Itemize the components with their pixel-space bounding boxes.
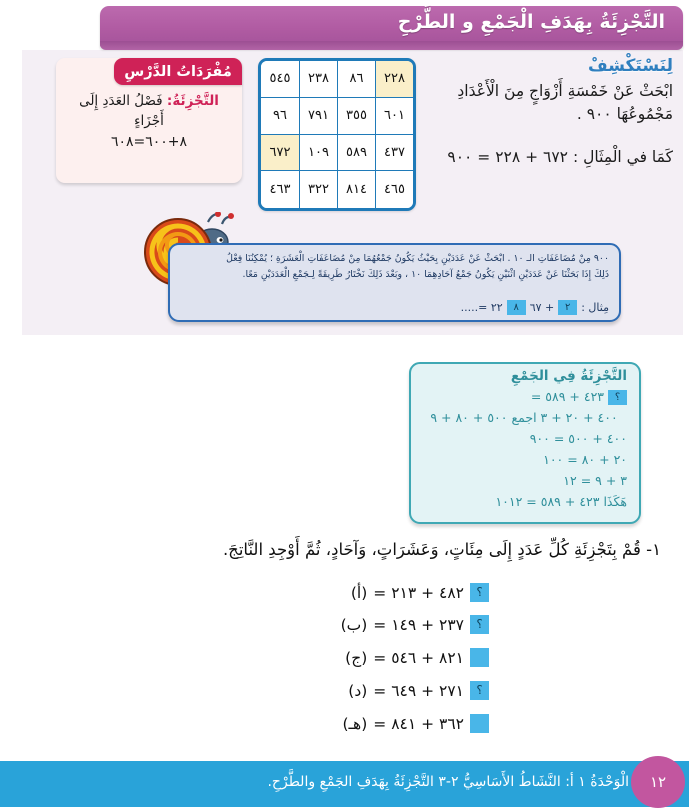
worked-example-line-4: ٢٠ + ٨٠ = ١٠٠ xyxy=(543,452,627,467)
worked-example-line-2: ٤٠٠ + ٢٠ + ٣ اجمع ٥٠٠ + ٨٠ + ٩ xyxy=(430,410,618,425)
grid-cell[interactable]: ١٠٩ xyxy=(299,135,337,172)
explore-example: كَمَا في الْمِثَالِ : ٦٧٢ + ٢٢٨ = ٩٠٠ xyxy=(447,148,673,166)
worked-example-line-3: ٤٠٠ + ٥٠٠ = ٩٠٠ xyxy=(529,431,627,446)
hint-chip-2[interactable]: ٨ xyxy=(507,300,526,315)
grid-cell[interactable]: ٢٣٨ xyxy=(299,61,337,98)
exercise-answer-a[interactable]: ؟ xyxy=(470,583,489,602)
vocabulary-heading: مُفْرَدَاتُ الدَّرْسِ xyxy=(114,58,242,85)
vocabulary-term: التَّجْزِئَةُ: xyxy=(166,93,219,109)
grid-cell[interactable]: ٦٧٢ xyxy=(261,135,299,172)
hint-box xyxy=(168,243,621,322)
grid-cell[interactable]: ٧٩١ xyxy=(299,98,337,135)
hint-line-1: ٩٠٠ مِنْ مُضَاعَفَاتِ الـ ١٠ . ابْحَثْ عَنْ عَدَدَيْنِ بِحَيْثُ يَكُونُ جَمْعُهُمَا مِنْ مُضَاعَفَاتِ الْعَشَرَةِ ؛ يُمْكِنُنَا فِعْلُ xyxy=(226,253,609,264)
worked-example-line-5: ٣ + ٩ = ١٢ xyxy=(563,473,627,488)
question-1-prompt: ١- قُمْ بِتَجْزِئَةِ كُلِّ عَدَدٍ إِلَى مِئَاتٍ، وَعَشَرَاتٍ، وَآحَادٍ، ثُمَّ أَوْجِدِ النَّاتِجَ. xyxy=(222,540,661,559)
exercise-answer-b[interactable]: ؟ xyxy=(470,615,489,634)
exercise-item-d xyxy=(348,681,489,700)
vocabulary-equation: ٨+٦٠٠=٦٠٨ xyxy=(110,134,188,150)
exercise-label-d: (د) xyxy=(348,681,368,700)
explore-heading: لِنَسْتَكْشِفْ xyxy=(588,56,673,76)
hint-line-2: ذَلِكَ إِذَا بَحَثْنَا عَنْ عَدَدَيْنِ اثْنَيْنِ يَكُونُ جَمْعُ آحَادِهِمَا ١٠ ، وبَعْدَ ذَلِكَ نَخْتَارُ طَرِيقَةً لِـجَمْعِ الْعَدَدَيْنِ مَعًا. xyxy=(242,269,609,281)
exercise-problem-b: ٢٣٧ + ١٤٩ = xyxy=(373,615,464,634)
worked-example-line-6: هَكَذَا ٤٢٣ + ٥٨٩ = ١٠١٢ xyxy=(495,494,627,509)
left-margin xyxy=(0,0,22,807)
hint-example-tail: ٢٢ =..... xyxy=(460,301,503,314)
grid-cell[interactable]: ٤٣٧ xyxy=(375,135,413,172)
exercise-answer-d[interactable]: ؟ xyxy=(470,681,489,700)
hint-example-label: مِثال : xyxy=(581,301,609,314)
grid-cell[interactable]: ٣٢٢ xyxy=(299,171,337,208)
exercise-problem-c: ٨٢١ + ٥٤٦ = xyxy=(373,648,464,667)
exercise-label-a: (أ) xyxy=(350,583,368,602)
exercise-answer-c[interactable] xyxy=(470,648,489,667)
exercise-item-e xyxy=(342,714,489,733)
exercise-problem-d: ٢٧١ + ٦٤٩ = xyxy=(373,681,464,700)
grid-cell[interactable]: ٤٦٣ xyxy=(261,171,299,208)
exercise-problem-a: ٤٨٢ + ٢١٣ = xyxy=(373,583,464,602)
page-footer xyxy=(0,761,689,807)
banner-under-strip xyxy=(100,41,683,50)
hint-example-mid: + ٦٧ xyxy=(529,301,555,314)
page-title: التَّجْزِئَةُ بِهَدَفِ الْجَمْعِ و الطَّرْحِ xyxy=(397,11,665,33)
number-grid xyxy=(258,58,416,211)
grid-cell[interactable]: ٤٦٥ xyxy=(375,171,413,208)
exercise-answer-e[interactable] xyxy=(470,714,489,733)
hint-text xyxy=(184,251,609,283)
vocabulary-card xyxy=(56,58,242,183)
grid-cell[interactable]: ٦٠١ xyxy=(375,98,413,135)
exercise-problem-e: ٣٦٢ + ٨٤١ = xyxy=(373,714,464,733)
hint-chip-1[interactable]: ٢ xyxy=(558,300,577,315)
grid-cell[interactable]: ٥٤٥ xyxy=(261,61,299,98)
exercise-label-b: (ب) xyxy=(340,615,368,634)
grid-cell[interactable]: ٣٥٥ xyxy=(337,98,375,135)
worked-example-line-1 xyxy=(531,389,627,405)
worked-example-text-1: ٤٢٣ + ٥٨٩ = xyxy=(530,389,605,404)
grid-cell[interactable]: ٨٦ xyxy=(337,61,375,98)
grid-cell[interactable]: ٥٨٩ xyxy=(337,135,375,172)
worked-example-box xyxy=(409,362,641,524)
exercise-item-b xyxy=(341,615,489,634)
hint-example-row xyxy=(184,300,609,315)
grid-cell[interactable]: ٨١٤ xyxy=(337,171,375,208)
grid-cell[interactable]: ٢٢٨ xyxy=(375,61,413,98)
page-number-badge: ١٢ xyxy=(631,756,685,808)
footer-text: الْوَحْدَةُ ١ أ: النَّشَاطُ الأَسَاسِيُّ ٢-٣ التَّجْزِئَةُ بِهَدَفِ الجَمْعِ والطَّرْحِ. xyxy=(267,774,629,790)
exercise-item-a xyxy=(351,583,489,602)
vocabulary-definition: فَصْلُ العَدَدِ إِلَى أَجْزَاءٍ xyxy=(79,93,164,129)
worked-example-title: التَّجْزِئَةُ فِي الجَمْعِ xyxy=(510,368,627,384)
exercise-item-c xyxy=(345,648,489,667)
worked-example-answer-chip[interactable]: ؟ xyxy=(608,390,627,405)
grid-cell[interactable]: ٩٦ xyxy=(261,98,299,135)
exercise-label-c: (ج) xyxy=(345,648,368,667)
explore-instruction: ابْحَثْ عَنْ خَمْسَةِ أَزْوَاجٍ مِنَ الْأَعْدَادِ مَجْمُوعُهَا ٩٠٠ . xyxy=(457,82,673,124)
exercise-label-e: (هـ) xyxy=(342,714,368,733)
vocabulary-definition-line xyxy=(64,92,234,131)
